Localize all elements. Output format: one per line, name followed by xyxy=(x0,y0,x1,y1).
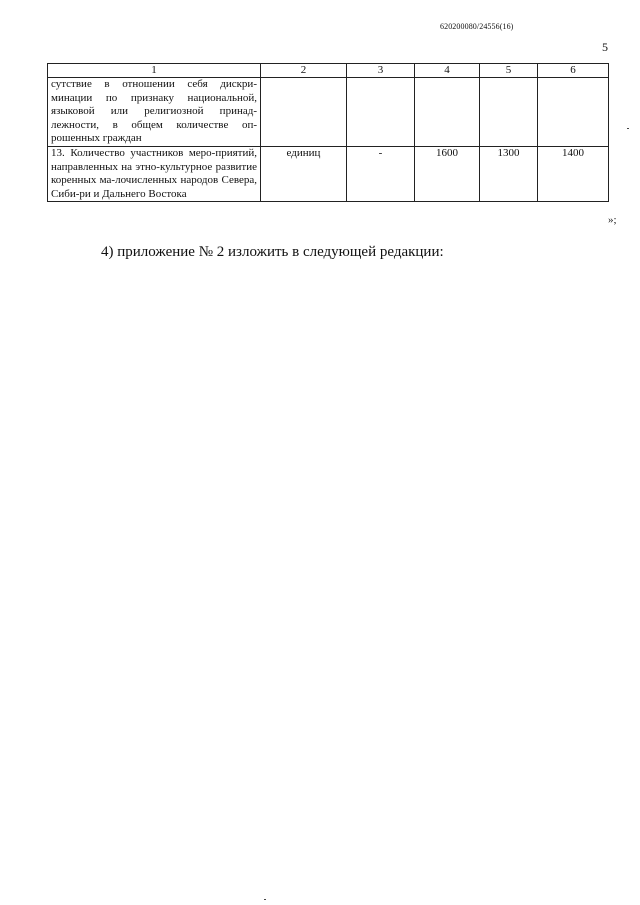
page-number: 5 xyxy=(602,40,608,54)
column-header: 3 xyxy=(347,64,415,78)
value-cell xyxy=(538,78,609,147)
amendment-paragraph: 4) приложение № 2 изложить в следующей редакции: xyxy=(101,244,444,260)
value-cell: - xyxy=(347,146,415,201)
column-header: 6 xyxy=(538,64,609,78)
value-cell: 1600 xyxy=(415,146,480,201)
unit-cell xyxy=(261,78,347,147)
indicator-name-cell: сутствие в отношении себя дискри-минации по признаку национальной, языковой или религиозной принад-лежности, в общем количестве оп-рошенных граждан xyxy=(48,78,261,147)
value-cell xyxy=(415,78,480,147)
indicator-name-cell: 13. Количество участников меро-приятий, направленных на этно-культурное развитие коренных ма-лочисленных народов Севера, Сиби-ри и Дальнего Востока xyxy=(48,146,261,201)
table-header-row xyxy=(48,64,609,78)
indicator-table xyxy=(47,63,609,202)
value-cell xyxy=(347,78,415,147)
value-cell xyxy=(480,78,538,147)
value-cell: 1300 xyxy=(480,146,538,201)
table-row xyxy=(48,78,609,147)
column-header: 2 xyxy=(261,64,347,78)
column-header: 5 xyxy=(480,64,538,78)
table-row xyxy=(48,146,609,201)
document-code: 620200080/24556(16) xyxy=(440,22,514,31)
column-header: 1 xyxy=(48,64,261,78)
scan-speck xyxy=(264,899,266,900)
closing-quote-mark: »; xyxy=(608,214,617,226)
scan-speck xyxy=(627,128,629,129)
unit-cell: единиц xyxy=(261,146,347,201)
value-cell: 1400 xyxy=(538,146,609,201)
column-header: 4 xyxy=(415,64,480,78)
